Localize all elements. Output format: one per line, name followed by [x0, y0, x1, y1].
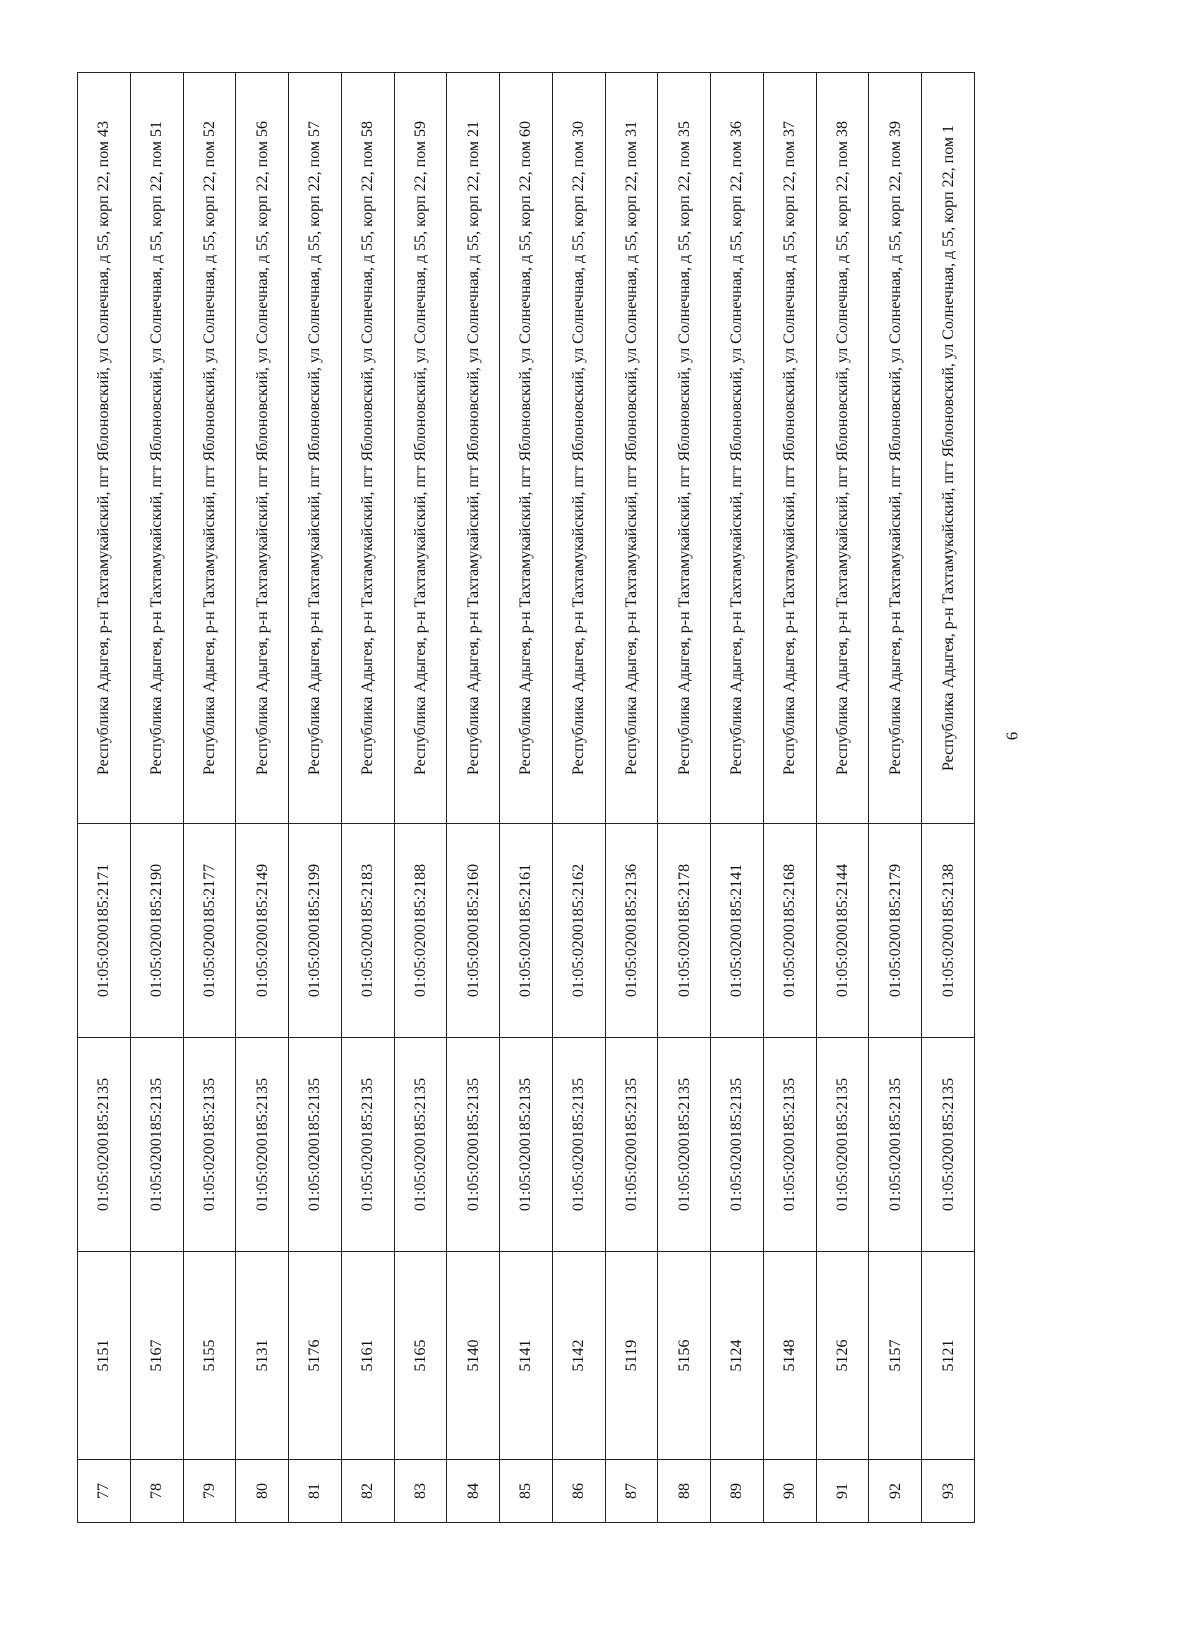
- table-row: [447, 73, 500, 1523]
- table-row: [341, 73, 394, 1523]
- row-number: 93: [922, 1460, 975, 1523]
- parent-cadastral-number: 01:05:0200185:2135: [658, 1038, 711, 1252]
- parent-cadastral-number: 01:05:0200185:2135: [183, 1038, 236, 1252]
- parent-cadastral-number: 01:05:0200185:2135: [605, 1038, 658, 1252]
- row-number: 89: [711, 1460, 764, 1523]
- row-number: 79: [183, 1460, 236, 1523]
- table-body: [78, 73, 975, 1523]
- property-registry-table: [77, 72, 975, 1523]
- row-number: 83: [394, 1460, 447, 1523]
- table-row: [130, 73, 183, 1523]
- row-number: 91: [816, 1460, 869, 1523]
- address: Республика Адыгея, р-н Тахтамукайский, пгт Яблоновский, ул Солнечная, д 55, корп 22, пом 51: [130, 73, 183, 824]
- object-id: 5126: [816, 1252, 869, 1460]
- table-row: [658, 73, 711, 1523]
- object-id: 5165: [394, 1252, 447, 1460]
- object-id: 5155: [183, 1252, 236, 1460]
- parent-cadastral-number: 01:05:0200185:2135: [552, 1038, 605, 1252]
- cadastral-number: 01:05:0200185:2149: [236, 824, 289, 1038]
- table-row: [78, 73, 131, 1523]
- address: Республика Адыгея, р-н Тахтамукайский, пгт Яблоновский, ул Солнечная, д 55, корп 22, пом 43: [78, 73, 131, 824]
- page-number: 6: [1002, 731, 1022, 741]
- cadastral-number: 01:05:0200185:2160: [447, 824, 500, 1038]
- address: Республика Адыгея, р-н Тахтамукайский, пгт Яблоновский, ул Солнечная, д 55, корп 22, пом 30: [552, 73, 605, 824]
- rotated-table-container: [77, 73, 975, 1523]
- cadastral-number: 01:05:0200185:2144: [816, 824, 869, 1038]
- cadastral-number: 01:05:0200185:2171: [78, 824, 131, 1038]
- cadastral-number: 01:05:0200185:2138: [922, 824, 975, 1038]
- address: Республика Адыгея, р-н Тахтамукайский, пгт Яблоновский, ул Солнечная, д 55, корп 22, пом 35: [658, 73, 711, 824]
- row-number: 81: [289, 1460, 342, 1523]
- cadastral-number: 01:05:0200185:2183: [341, 824, 394, 1038]
- parent-cadastral-number: 01:05:0200185:2135: [289, 1038, 342, 1252]
- object-id: 5157: [869, 1252, 922, 1460]
- cadastral-number: 01:05:0200185:2162: [552, 824, 605, 1038]
- table-row: [922, 73, 975, 1523]
- object-id: 5151: [78, 1252, 131, 1460]
- object-id: 5140: [447, 1252, 500, 1460]
- table-row: [763, 73, 816, 1523]
- cadastral-number: 01:05:0200185:2199: [289, 824, 342, 1038]
- object-id: 5148: [763, 1252, 816, 1460]
- cadastral-number: 01:05:0200185:2161: [500, 824, 553, 1038]
- object-id: 5124: [711, 1252, 764, 1460]
- object-id: 5161: [341, 1252, 394, 1460]
- parent-cadastral-number: 01:05:0200185:2135: [500, 1038, 553, 1252]
- object-id: 5131: [236, 1252, 289, 1460]
- cadastral-number: 01:05:0200185:2168: [763, 824, 816, 1038]
- table-row: [289, 73, 342, 1523]
- row-number: 92: [869, 1460, 922, 1523]
- table-row: [552, 73, 605, 1523]
- parent-cadastral-number: 01:05:0200185:2135: [78, 1038, 131, 1252]
- table-row: [711, 73, 764, 1523]
- parent-cadastral-number: 01:05:0200185:2135: [130, 1038, 183, 1252]
- parent-cadastral-number: 01:05:0200185:2135: [816, 1038, 869, 1252]
- table-row: [816, 73, 869, 1523]
- object-id: 5167: [130, 1252, 183, 1460]
- cadastral-number: 01:05:0200185:2179: [869, 824, 922, 1038]
- parent-cadastral-number: 01:05:0200185:2135: [236, 1038, 289, 1252]
- address: Республика Адыгея, р-н Тахтамукайский, пгт Яблоновский, ул Солнечная, д 55, корп 22, пом 31: [605, 73, 658, 824]
- table-row: [236, 73, 289, 1523]
- object-id: 5141: [500, 1252, 553, 1460]
- parent-cadastral-number: 01:05:0200185:2135: [711, 1038, 764, 1252]
- row-number: 80: [236, 1460, 289, 1523]
- row-number: 78: [130, 1460, 183, 1523]
- address: Республика Адыгея, р-н Тахтамукайский, пгт Яблоновский, ул Солнечная, д 55, корп 22, пом 58: [341, 73, 394, 824]
- parent-cadastral-number: 01:05:0200185:2135: [341, 1038, 394, 1252]
- parent-cadastral-number: 01:05:0200185:2135: [763, 1038, 816, 1252]
- object-id: 5156: [658, 1252, 711, 1460]
- object-id: 5121: [922, 1252, 975, 1460]
- row-number: 85: [500, 1460, 553, 1523]
- address: Республика Адыгея, р-н Тахтамукайский, пгт Яблоновский, ул Солнечная, д 55, корп 22, пом 37: [763, 73, 816, 824]
- table-row: [394, 73, 447, 1523]
- object-id: 5142: [552, 1252, 605, 1460]
- table-row: [500, 73, 553, 1523]
- row-number: 90: [763, 1460, 816, 1523]
- table-row: [869, 73, 922, 1523]
- address: Республика Адыгея, р-н Тахтамукайский, пгт Яблоновский, ул Солнечная, д 55, корп 22, пом 60: [500, 73, 553, 824]
- address: Республика Адыгея, р-н Тахтамукайский, пгт Яблоновский, ул Солнечная, д 55, корп 22, пом 59: [394, 73, 447, 824]
- cadastral-number: 01:05:0200185:2136: [605, 824, 658, 1038]
- address: Республика Адыгея, р-н Тахтамукайский, пгт Яблоновский, ул Солнечная, д 55, корп 22, пом 56: [236, 73, 289, 824]
- cadastral-number: 01:05:0200185:2177: [183, 824, 236, 1038]
- address: Республика Адыгея, р-н Тахтамукайский, пгт Яблоновский, ул Солнечная, д 55, корп 22, пом 57: [289, 73, 342, 824]
- table-row: [605, 73, 658, 1523]
- address: Республика Адыгея, р-н Тахтамукайский, пгт Яблоновский, ул Солнечная, д 55, корп 22, пом 21: [447, 73, 500, 824]
- address: Республика Адыгея, р-н Тахтамукайский, пгт Яблоновский, ул Солнечная, д 55, корп 22, пом 1: [922, 73, 975, 824]
- row-number: 88: [658, 1460, 711, 1523]
- row-number: 82: [341, 1460, 394, 1523]
- row-number: 87: [605, 1460, 658, 1523]
- address: Республика Адыгея, р-н Тахтамукайский, пгт Яблоновский, ул Солнечная, д 55, корп 22, пом 39: [869, 73, 922, 824]
- cadastral-number: 01:05:0200185:2141: [711, 824, 764, 1038]
- object-id: 5119: [605, 1252, 658, 1460]
- cadastral-number: 01:05:0200185:2188: [394, 824, 447, 1038]
- table-row: [183, 73, 236, 1523]
- row-number: 77: [78, 1460, 131, 1523]
- address: Республика Адыгея, р-н Тахтамукайский, пгт Яблоновский, ул Солнечная, д 55, корп 22, пом 52: [183, 73, 236, 824]
- cadastral-number: 01:05:0200185:2178: [658, 824, 711, 1038]
- object-id: 5176: [289, 1252, 342, 1460]
- cadastral-number: 01:05:0200185:2190: [130, 824, 183, 1038]
- parent-cadastral-number: 01:05:0200185:2135: [447, 1038, 500, 1252]
- parent-cadastral-number: 01:05:0200185:2135: [394, 1038, 447, 1252]
- row-number: 84: [447, 1460, 500, 1523]
- parent-cadastral-number: 01:05:0200185:2135: [922, 1038, 975, 1252]
- row-number: 86: [552, 1460, 605, 1523]
- address: Республика Адыгея, р-н Тахтамукайский, пгт Яблоновский, ул Солнечная, д 55, корп 22, пом 38: [816, 73, 869, 824]
- address: Республика Адыгея, р-н Тахтамукайский, пгт Яблоновский, ул Солнечная, д 55, корп 22, пом 36: [711, 73, 764, 824]
- parent-cadastral-number: 01:05:0200185:2135: [869, 1038, 922, 1252]
